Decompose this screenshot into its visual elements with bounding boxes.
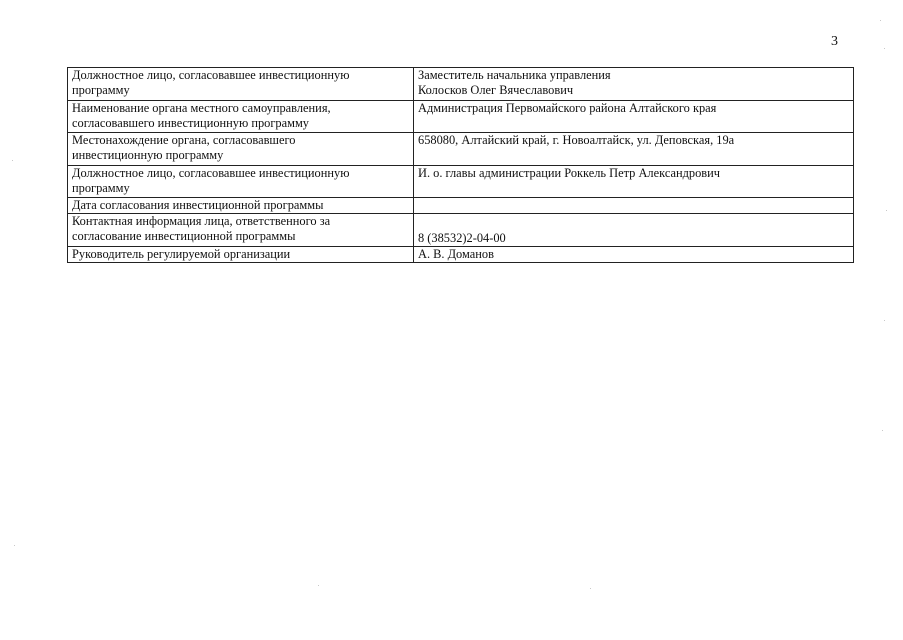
approval-info-table <box>67 67 854 263</box>
row-value: 658080, Алтайский край, г. Новоалтайск, ул. Деповская, 19а <box>414 133 854 166</box>
scan-speck <box>884 320 885 321</box>
table-row <box>68 214 854 247</box>
row-value: А. В. Доманов <box>414 247 854 263</box>
scan-speck <box>886 210 887 211</box>
row-label: Местонахождение органа, согласовавшего инвестиционную программу <box>68 133 414 166</box>
table-row <box>68 166 854 198</box>
row-label: Наименование органа местного самоуправления, согласовавшего инвестиционную программу <box>68 101 414 133</box>
scan-speck <box>318 585 319 586</box>
table-row <box>68 198 854 214</box>
row-label: Должностное лицо, согласовавшее инвестиционную программу <box>68 68 414 101</box>
row-value: Заместитель начальника управления Колосков Олег Вячеславович <box>414 68 854 101</box>
row-value: И. о. главы администрации Роккель Петр Александрович <box>414 166 854 198</box>
scan-speck <box>590 588 591 589</box>
scan-speck <box>880 20 881 21</box>
row-label: Контактная информация лица, ответственного за согласование инвестиционной программы <box>68 214 414 247</box>
row-label: Руководитель регулируемой организации <box>68 247 414 263</box>
table-row <box>68 101 854 133</box>
scan-speck <box>14 545 15 546</box>
row-label: Должностное лицо, согласовавшее инвестиционную программу <box>68 166 414 198</box>
row-value: 8 (38532)2-04-00 <box>414 214 854 247</box>
row-value: Администрация Первомайского района Алтайского края <box>414 101 854 133</box>
table-row <box>68 68 854 101</box>
page-number: 3 <box>831 34 838 49</box>
table-row <box>68 247 854 263</box>
scan-speck <box>12 160 13 161</box>
table-row <box>68 133 854 166</box>
scan-speck <box>884 48 885 49</box>
row-value <box>414 198 854 214</box>
row-label: Дата согласования инвестиционной программы <box>68 198 414 214</box>
scan-speck <box>882 430 883 431</box>
